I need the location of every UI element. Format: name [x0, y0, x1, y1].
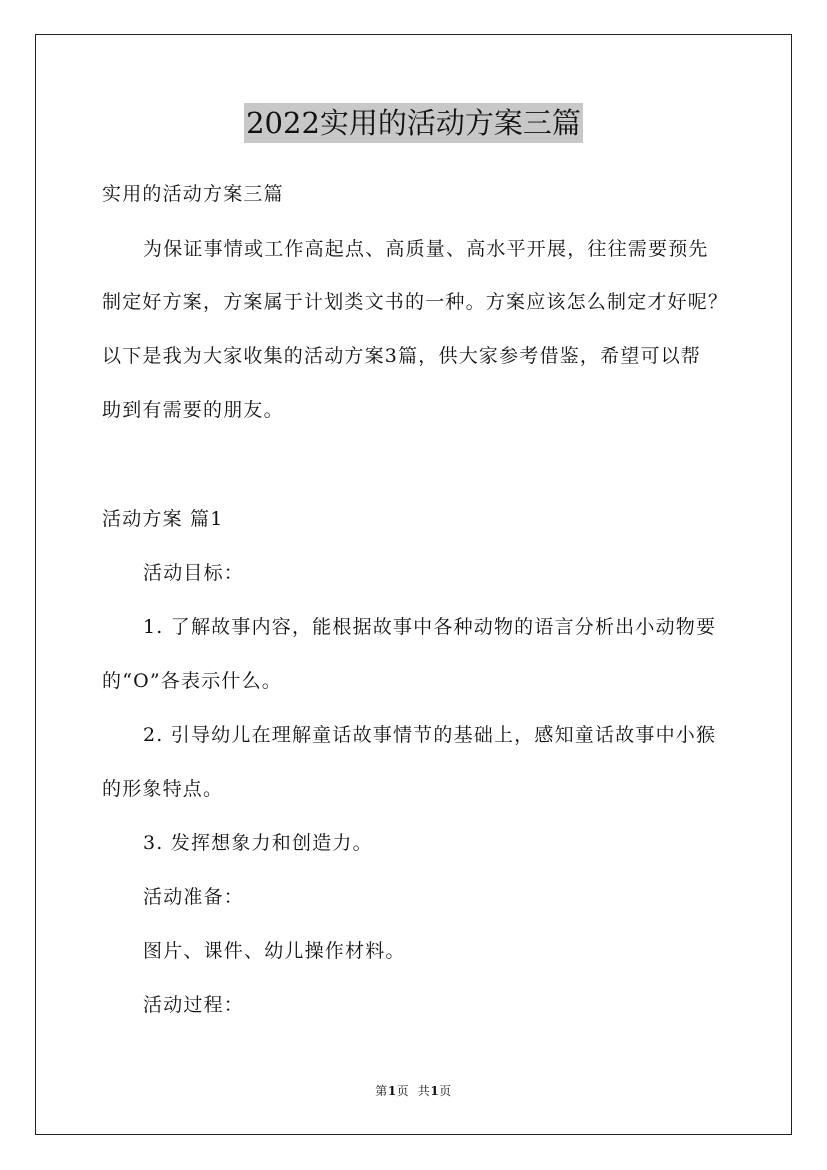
intro-line-2: 制定好方案，方案属于计划类文书的一种。方案应该怎么制定才好呢？	[102, 291, 729, 313]
process-label: 活动过程：	[143, 994, 245, 1016]
goals-label: 活动目标：	[143, 562, 245, 584]
footer-suffix: 页	[439, 1084, 452, 1098]
goal-2-line-2: 的形象特点。	[102, 778, 224, 800]
prep-label: 活动准备：	[143, 886, 245, 908]
footer-mid: 页 共	[396, 1084, 431, 1098]
document-title: 2022实用的活动方案三篇	[244, 103, 583, 143]
goal-2-line-1: 2. 引导幼儿在理解童话故事情节的基础上，感知童话故事中小猴	[143, 724, 717, 746]
section-heading: 活动方案 篇1	[102, 508, 224, 530]
footer-total-pages: 1	[430, 1084, 440, 1098]
intro-line-3: 以下是我为大家收集的活动方案3篇，供大家参考借鉴，希望可以帮	[102, 345, 702, 367]
intro-line-1: 为保证事情或工作高起点、高质量、高水平开展，往往需要预先	[143, 238, 709, 260]
prep-text: 图片、课件、幼儿操作材料。	[143, 940, 406, 962]
goal-1-line-2: 的“O”各表示什么。	[102, 670, 283, 692]
document-subtitle: 实用的活动方案三篇	[102, 183, 284, 205]
footer-page-number: 1	[387, 1084, 397, 1098]
footer-prefix: 第	[375, 1084, 388, 1098]
intro-line-4: 助到有需要的朋友。	[102, 399, 284, 421]
title-container	[0, 103, 827, 143]
goal-3: 3. 发挥想象力和创造力。	[143, 832, 373, 854]
goal-1-line-1: 1. 了解故事内容，能根据故事中各种动物的语言分析出小动物要	[143, 616, 717, 638]
page-footer	[0, 1083, 827, 1099]
